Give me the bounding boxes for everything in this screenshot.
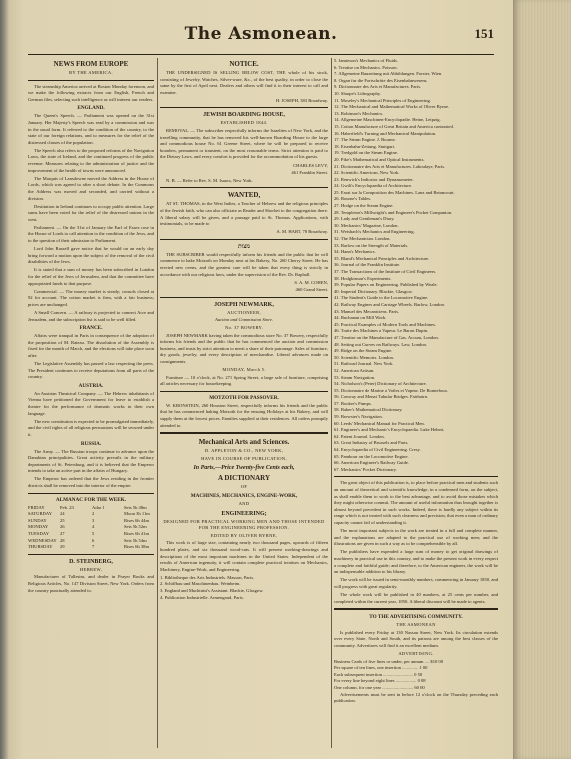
dictionary-title-of: OF: [240, 484, 248, 490]
source-list-item: 20. Pike's Mathematical and Optical Instruments.: [334, 156, 425, 162]
almanac-cell: Rises 6h 38m: [124, 544, 150, 550]
page-number: 151: [474, 26, 494, 41]
source-list-item: 13. Robinson's Mechanics.: [334, 110, 384, 116]
source-list-item: 48. Setting out Curves on Railways. Law, London.: [334, 341, 427, 347]
mechanical-arts-heading: Mechanical Arts and Sciences.: [198, 438, 290, 447]
source-list-item: 35. Bland's Mechanical Principles and Architecture.: [334, 255, 430, 261]
advertising-text: Is published every Friday at 130 Nassau Street, New York. Its circulation extends over every State, North and South, and its patrons are among the best classes of the community. Advertisers will find it an excellent medium.: [334, 629, 498, 648]
almanac-cell: SUNDAY: [28, 517, 47, 523]
source-list-item: 52. American Artisan.: [334, 367, 375, 373]
source-list-item: 28. Templeton's Millwright's and Engineer's Pocket Companion.: [334, 209, 453, 215]
almanac-cell: 6: [92, 537, 95, 543]
matzot-address: 460 Grand Street.: [295, 287, 328, 293]
almanac-cell: Adar 1: [92, 504, 105, 510]
almanac-cell: 4: [92, 524, 95, 530]
almanac-cell: 3: [92, 517, 95, 523]
source-list-item: 3. England and Machinist's Assistant. Blackie, Glasgow.: [160, 588, 264, 594]
source-list-item: 47. Treatise on the Manufacture of Gas. Accum, London.: [334, 334, 439, 340]
source-list-item: 6. Treatise on Mechanics. Poisson.: [334, 64, 398, 70]
intro-paragraph: The steamship America arrived at Boston Monday forenoon, and we make the following extracts from our English, French and German files, selecting such intelligence as will interest our readers.: [28, 83, 154, 102]
france-paragraph: The Legislative Assembly has passed a law respecting the press. The President continues to receive deputations from all parts of the country.: [28, 361, 154, 380]
matzot-text: THE SUBSCRIBER would respectfully inform his friends and the public that he will commence to bake Motzoth on Monday next at his Bakery, No. 260 Cherry Street. He has erected new ovens, and the greatest care will be taken that every thing is strictly in accordance with our religious laws, under the supervision of the Rev. Dr. Raphall.: [160, 251, 328, 277]
column-books: [334, 58, 498, 754]
boarding-house-reference: N. B. — Refer to Rev. S. M. Isaacs, New York.: [166, 177, 253, 183]
source-list-item: 45. Practical Examples of Modern Tools and Machines.: [334, 321, 437, 327]
wanted-signature: A. M. HART, 78 Broadway.: [276, 229, 328, 235]
newspaper-page: [12, 16, 512, 756]
source-list-item: 7. Allgemeine Bauzeitung mit Abbildungen. Forster, Wien.: [334, 71, 443, 77]
source-list-item: 5. Jamieson's Mechanics of Fluids.: [334, 58, 399, 63]
england-paragraph: A Small Concern. — A railway is projected to connect Acre and Jerusalem, and the subscription list is said to be well filled.: [28, 310, 154, 322]
dictionary-title-end: ENGINEERING;: [221, 510, 267, 517]
france-heading: FRANCE.: [79, 325, 103, 332]
wanted-text: AT ST. THOMAS, in the West Indies, a Teacher of Hebrew and the religious principles of the Jewish faith, who can also officiate as Reader and Shochet to the congregation there. A liberal salary will be given, and a passage paid to St. Thomas. Applications, with testimonials, to be made to: [160, 201, 328, 227]
almanac-cell: 25: [60, 517, 65, 523]
source-list-item: 38. Hodgkinson's Experiments.: [334, 275, 392, 281]
rate-line: For every line beyond eight lines .................. 0 08: [334, 678, 426, 684]
publication-description: [334, 480, 498, 605]
russia-paragraph: The Army. — The Russian troops continue to advance upon the Danubian principalities. Great activity prevails in the military departments of St. Petersburg, and it is believed that the Emperor intends to take an active part in the affairs of Hungary.: [28, 448, 154, 474]
passover-heading: MOTZOTH FOR PASSOVER.: [209, 394, 279, 401]
almanac-cell: Sets 5h 48m: [124, 504, 147, 510]
dictionary-text: This work is of large size, containing nearly two thousand pages, upwards of fifteen hundred plates, and six thousand wood-cuts. It will present working-drawings and descriptions of the most important machines in the United States. Independent of the results of American ingenuity, it will contain complete practical treatises on Mechanics, Machinery, Engine-Work, and Engineering.: [160, 540, 328, 572]
source-list-item: 40. Imperial Dictionary. Blackie, Glasgow.: [334, 288, 413, 294]
source-list-item: 15. Cotton Manufacture of Great Britain and America contrasted.: [334, 123, 454, 129]
almanac-cell: Rises 6h 41m: [124, 530, 150, 536]
column-rule: [157, 58, 158, 748]
divider: [160, 391, 328, 392]
source-list-item: 64. Encyclopaedia of Civil Engineering. Cresy.: [334, 447, 421, 453]
source-list-item: 54. Nicholson's (Peter) Dictionary of Architecture.: [334, 381, 427, 387]
source-list-item: 23. Renwick's Indicator and Dynamometer.: [334, 176, 414, 182]
almanac-cell: 2: [92, 511, 95, 517]
description-paragraph: The work will be issued in semi-monthly numbers, commencing in January 1850, and will progress with great regularity.: [334, 577, 498, 589]
divider: [334, 476, 498, 477]
almanac-heading: ALMANAC FOR THE WEEK.: [55, 496, 127, 503]
source-list-item: 22. Scientific American, New York.: [334, 170, 400, 176]
almanac-cell: WEDNESDAY: [28, 537, 57, 543]
divider: [28, 554, 154, 555]
source-list-item: 36. Journal of the Franklin Institute.: [334, 262, 401, 268]
source-list-item: 55. Dictionnaire de Marine a Voiles et Vapeur. De Bonnefoux.: [334, 387, 449, 393]
almanac-cell: MONDAY: [28, 524, 49, 530]
source-list-item: 21. Dictionnaire des Arts et Manufactures. Laboulaye, Paris.: [334, 163, 446, 169]
almanac-row: [28, 544, 154, 551]
almanac-row: [28, 511, 154, 518]
source-list-item: 24. Gwilt's Encyclopaedia of Architecture.: [334, 183, 413, 189]
austria-paragraph: The new constitution is expected to be promulgated immediately, and the civil rights of all religious persuasions will be secured under it.: [28, 418, 154, 437]
dictionary-editor: EDITED BY OLIVER BYRNE,: [210, 532, 278, 538]
source-list-item: 27. Hodge on the Steam Engine.: [334, 203, 394, 209]
source-list-item: 17. The Steam Engine. J. Bourne.: [334, 137, 396, 143]
almanac-cell: TUESDAY: [28, 530, 50, 536]
publisher-name: D. APPLETON & CO., NEW YORK,: [204, 448, 284, 454]
advertising-terms-heading: ADVERTISING.: [398, 650, 434, 656]
description-paragraph: The whole work will be published in 40 numbers, at 25 cents per number, and completed within the current year, 1850. A liberal discount will be made to agents.: [334, 591, 498, 604]
boarding-house-signature: CHARLES LEVY,: [293, 162, 328, 168]
england-paragraph: The Queen's Speech. — Parliament was opened on the 31st January. Her Majesty's Speech was read by a commission and was in the usual form. It referred to the condition of the country, to the state of our foreign relations, and to measures for the relief of the distressed classes of the population.: [28, 113, 154, 145]
auctioneer-text: JOSEPH NEWMARK having taken the commodious store No. 37 Bowery, respectfully informs his friends and the public that he has commenced the auction and commission business, and trusts by strict attention to merit a share of their patronage. Sales of furniture, dry goods, jewelry, and every description of merchandise. Liberal advances made on consignments.: [160, 332, 328, 364]
source-list-item: 42. Railway Engines and Carriage Wheels. Barlow, London.: [334, 301, 445, 307]
almanac-cell: FRIDAY: [28, 504, 45, 510]
notice-text: THE UNDERSIGNED IS SELLING BELOW COST, THE whole of his stock, consisting of Jewelry, Watches, Silver-ware, &c., of the best quality, in order to close the same by the first of April next. Dealers and others will find it to their interest to call and examine.: [160, 70, 328, 95]
dictionary-title-main: MACHINES, MECHANICS, ENGINE-WORK,: [190, 493, 298, 500]
england-paragraph: Parliament. — On the 31st of January the Earl of Essex rose in the House of Lords to call attention to the condition of the Jews, and to the question of their admission to Parliament.: [28, 224, 154, 244]
england-paragraph: Commercial. — The money market is steady; consols closed at 92 for account. The cotton market is firm, with a fair business; prices are unchanged.: [28, 288, 154, 307]
source-list-item: 37. The Transactions of the Institute of Civil Engineers.: [334, 269, 437, 274]
auction-date: MONDAY, March 5.: [222, 367, 266, 373]
dictionary-description: DESIGNED FOR PRACTICAL WORKING MEN AND THOSE INTENDED FOR THE ENGINEERING PROFESSION.: [163, 518, 325, 531]
source-list-item: 14. Allgemeine Maschinen-Encyclopadie. Heine, Leipzig.: [334, 117, 441, 123]
source-list-item: 25. Essai sur la Composition des Machines. Lanz and Betancourt.: [334, 189, 455, 195]
almanac-cell: 29: [60, 544, 65, 550]
source-list-item: 34. Hann's Mechanics.: [334, 249, 376, 255]
advertising-rates: [334, 659, 498, 692]
ad-heading: D. STEINBERG,: [69, 558, 113, 565]
divider: [160, 107, 328, 108]
almanac-row: [28, 505, 154, 512]
austria-article: [28, 391, 154, 439]
advertising-footer: Advertisements must be sent in before 12 o'clock on the Thursday preceding each publication.: [334, 691, 498, 704]
source-list-item: 31. Weisbach's Mechanics and Engineering.: [334, 229, 415, 235]
england-paragraph: Destitution in Ireland continues to occupy public attention. Large sums have been voted for the relief of the distressed unions in the west.: [28, 203, 154, 222]
ad-text: Manufacturer of Tallesim, and dealer in Prayer Books and Religious Articles, No. 147 Division Street, New York. Orders from the country punctually attended to.: [28, 574, 154, 593]
price-terms: In Parts,—Price Twenty-five Cents each,: [193, 465, 295, 472]
boarding-house-subheading: ESTABLISHED 1844.: [220, 120, 268, 126]
matzot-signature: S. A. M. COHEN,: [294, 279, 328, 285]
almanac-cell: Feb. 23: [60, 504, 74, 510]
section-title: NEWS FROM EUROPE: [53, 60, 129, 68]
source-list-item: 66. American Engineer's Railway Guide.: [334, 460, 410, 466]
source-list-item: 49. Ridge on the Steam Engine.: [334, 348, 393, 354]
divider: [28, 80, 154, 81]
source-list-item: 2. Schiffbau und Maschinenbau. Weinheim.: [160, 581, 241, 587]
source-list-item: 39. Popular Papers on Engineering. Published by Weale.: [334, 282, 438, 288]
source-list-item: 50. Scientific Memoirs. London.: [334, 354, 394, 360]
dictionary-title: A DICTIONARY: [217, 474, 271, 483]
boarding-house-text: REMOVAL. — The subscriber respectfully informs the Israelites of New York, and the travelling community, that he has removed his well-known Boarding House to the large and commodious house No. 61 Greene Street, where he will be prepared to receive boarders, permanent or transient, on the most reasonable terms. Strict attention is paid to the Dietary Laws, and every comfort is provided for the accommodation of his guests.: [160, 128, 328, 160]
divider: [334, 608, 498, 611]
source-list-item: 9. Dictionnaire des Arts et Manufactures. Paris.: [334, 84, 422, 90]
austria-heading: AUSTRIA.: [78, 382, 104, 389]
divider: [160, 297, 328, 298]
rate-line: Each subsequent insertion .......................... 0 50: [334, 671, 423, 677]
source-list-item: 58. Baker's Mathematical Dictionary.: [334, 407, 403, 413]
section-subtitle: BY THE AMERICA.: [69, 70, 113, 75]
boarding-house-address: 461 Franklin Street.: [291, 170, 328, 176]
russia-heading: RUSSIA.: [80, 440, 102, 447]
column-news: [28, 58, 154, 754]
divider: [160, 432, 328, 435]
source-list-item: 32. The Mechanician. London.: [334, 236, 391, 242]
france-article: [28, 333, 154, 381]
russia-article: [28, 449, 154, 490]
england-paragraph: The Marquis of Lansdowne moved the Address in the House of Lords, which was agreed to after a short debate. In the Commons the Address was moved and seconded, and carried without a division.: [28, 175, 154, 201]
boarding-house-heading: JEWISH BOARDING HOUSE,: [203, 112, 285, 119]
source-list-item: 29. Lady and Gentleman's Diary.: [334, 216, 395, 222]
source-list-item: 8. Organ fur die Fortschritte des Eisenbahnwesens.: [334, 77, 428, 83]
source-list-item: 53. Steam Navigation.: [334, 374, 376, 380]
description-paragraph: The most important subjects in the work are treated in a full and complete manner, and the explanations are adapted to the practical use of working men; and the illustrations are given in such a way as to be comprehensible by all.: [334, 528, 498, 547]
almanac-cell: Rises 6h 44m: [124, 517, 150, 523]
almanac-cell: 24: [60, 511, 65, 517]
almanac-cell: SATURDAY: [28, 511, 53, 517]
page-title: The Asmonean.: [184, 24, 338, 44]
austria-paragraph: An Austrian Theatrical Company. — The Hebrew inhabitants of Vienna have petitioned the Government for leave to establish a theatre for the performance of dramatic works in their own language.: [28, 390, 154, 416]
almanac-table: [28, 505, 154, 551]
description-paragraph: The great object of this publication is, to place before practical men and students such an amount of theoretical and scientific knowledge, in a condensed form, on the subject, as shall enable them to work to the best advantage, and to avoid those mistakes which they might otherwise commit. The amount of useful information thus brought together is almost beyond precedent in such works. Indeed, there is hardly any subject within its range which is not treated with such clearness and precision, that even a man of ordinary capacity cannot fail of understanding it.: [334, 480, 498, 525]
source-list-item: 57. Booker's Pumps.: [334, 400, 372, 406]
notice-signature: H. JOSEPH, 383 Broadway.: [275, 97, 328, 103]
england-paragraph: The Speech also refers to the proposed reforms of the Navigation Laws, the state of Ireland, and the continued progress of the public revenue. Measures relating to the administration of justice and the improvement of the health of towns were announced.: [28, 147, 154, 173]
column-rule: [331, 58, 332, 748]
auctioneer-heading: JOSEPH NEWMARK,: [214, 301, 274, 308]
auctioneer-subheading: AUCTIONEER,: [227, 309, 261, 315]
source-list-item: 65. Pambour on the Locomotive Engine.: [334, 453, 409, 459]
matzot-heading: מצות: [238, 243, 250, 250]
source-list-item: 10. Sharpe's Lithography.: [334, 90, 381, 96]
sources-list: [160, 575, 328, 601]
almanac-cell: Moon 3h 11m: [124, 511, 150, 517]
publication-note: HAVE IN COURSE OF PUBLICATION,: [201, 455, 287, 461]
almanac-cell: THURSDAY: [28, 544, 53, 550]
passover-text: W. KRONSTEIN, 260 Houston Street, respectfully informs his friends and the public that he has commenced baking Motzoth for the ensuing Holidays at his Bakery, and will supply them at the lowest prices. Families supplied at their residences. All orders promptly attended to.: [160, 402, 328, 428]
auctioneer-tagline: Auction and Commission Store.: [214, 317, 274, 323]
notice-heading: NOTICE.: [229, 60, 259, 68]
ad-subheading: HEBREW,: [79, 566, 103, 572]
wanted-heading: WANTED,: [227, 191, 261, 200]
rate-line: Business Cards of five lines or under, per annum .... $10 00: [334, 658, 444, 664]
divider: [28, 493, 154, 494]
almanac-cell: 28: [60, 537, 65, 543]
source-list-item: 46. Traite des Machines a Vapeur. Le Baron Dupin.: [334, 328, 429, 334]
almanac-row: [28, 524, 154, 531]
rate-line: Per square of ten lines, one insertion .............. 1 00: [334, 665, 428, 671]
auctioneer-address: No. 37 BOWERY.: [224, 325, 264, 331]
england-article: [28, 113, 154, 323]
source-list-item: 26. Bourne's Tables.: [334, 196, 372, 202]
england-heading: ENGLAND.: [77, 105, 105, 112]
france-paragraph: Affairs were tranquil in Paris in consequence of the adoption of the proposition of M. Rateau. The dissolution of the Assembly is fixed for the month of March, and the elections will take place soon after.: [28, 333, 154, 358]
source-list-item: 1. Bibliotheque des Arts Industriels. Masson, Paris.: [160, 574, 255, 580]
source-list-item: 60. Leeds' Mechanical Manual for Practical Men.: [334, 420, 425, 426]
source-list-item: 41. The Student's Guide to the Locomotive Engine.: [334, 295, 429, 301]
source-list-item: 19. Tredgold on the Steam Engine.: [334, 150, 398, 156]
almanac-cell: 26: [60, 524, 65, 530]
description-paragraph: The publishers have expended a large sum of money to get original drawings of machinery in practical use in this country, and to make the present work in every respect a complete and faithful guide; and therefore, to the American engineer, the work will be an indispensable addition to his library.: [334, 549, 498, 575]
source-list-item: 4. Publication Industrielle. Armengaud, Paris.: [160, 594, 244, 600]
source-list-item: 56. Conway and Menai Tubular Bridges. Fairbairn.: [334, 394, 429, 400]
russia-paragraph: The Emperor has ordered that the Jews residing in the frontier districts shall be removed into the interior of the empire.: [28, 476, 154, 488]
masthead: [28, 24, 494, 55]
source-list-item: 18. Eisenbahn-Zeitung. Stuttgart.: [334, 143, 396, 149]
page-edges: [513, 0, 571, 759]
almanac-row: [28, 531, 154, 538]
source-list-item: 59. Brewster's Navigation.: [334, 414, 383, 420]
source-list-item: 67. Mechanics' Pocket Dictionary.: [334, 466, 397, 472]
dictionary-title-and: AND: [238, 501, 250, 507]
almanac-cell: 7: [92, 544, 95, 550]
column-advertisements: [160, 58, 328, 754]
advertising-heading: TO THE ADVERTISING COMMUNITY.: [369, 614, 463, 621]
source-list-item: 33. Barlow on the Strength of Materials.: [334, 242, 409, 248]
advertising-subheading: THE ASMONEAN: [396, 622, 436, 628]
source-list-item: 30. Mechanics' Magazine, London.: [334, 222, 399, 228]
england-paragraph: It is stated that a sum of money has been subscribed in London for the relief of the Jews of Jerusalem, and that the committee have appropriated funds to that purpose.: [28, 267, 154, 286]
source-list-item: 16. Haberfield's Turning and Mechanical Manipulation.: [334, 130, 437, 136]
almanac-cell: 5: [92, 530, 95, 536]
almanac-row: [28, 518, 154, 525]
source-list-item: 12. The Mechanical and Mathematical Works of Oliver Byrne.: [334, 104, 450, 110]
source-list-item: 62. Patent Journal. London.: [334, 433, 385, 439]
source-list-item: 43. Manuel des Mecaniciens. Paris.: [334, 308, 400, 314]
almanac-cell: 27: [60, 530, 65, 536]
rate-line: One column, for one year ........................... 60 00: [334, 684, 425, 690]
source-list-item: 44. Buchanan on Mill Work.: [334, 315, 387, 321]
almanac-cell: Sets 5h 52m: [124, 524, 147, 530]
auction-sale-text: Furniture — 10 o'clock, at No. 271 Spring Street, a large sale of furniture, comprising all articles necessary for housekeeping.: [160, 374, 328, 387]
divider: [160, 239, 328, 240]
source-list-item: 11. Moseley's Mechanical Principles of Engineering.: [334, 97, 431, 103]
divider: [160, 187, 328, 188]
england-paragraph: Lord John Russell gave notice that he would on an early day bring forward a motion upon the subject of the removal of the civil disabilities of the Jews.: [28, 246, 154, 265]
almanac-row: [28, 538, 154, 545]
source-list-item: 51. Railroad Journal. New York.: [334, 361, 394, 367]
sources-list-continued: [334, 58, 498, 473]
source-list-item: 63. Great Industry of Brussels and Paris.: [334, 440, 409, 446]
source-list-item: 61. Engineer's and Mechanic's Encyclopaedia. Luke Hebert.: [334, 427, 445, 433]
almanac-cell: Sets 5h 54m: [124, 537, 147, 543]
